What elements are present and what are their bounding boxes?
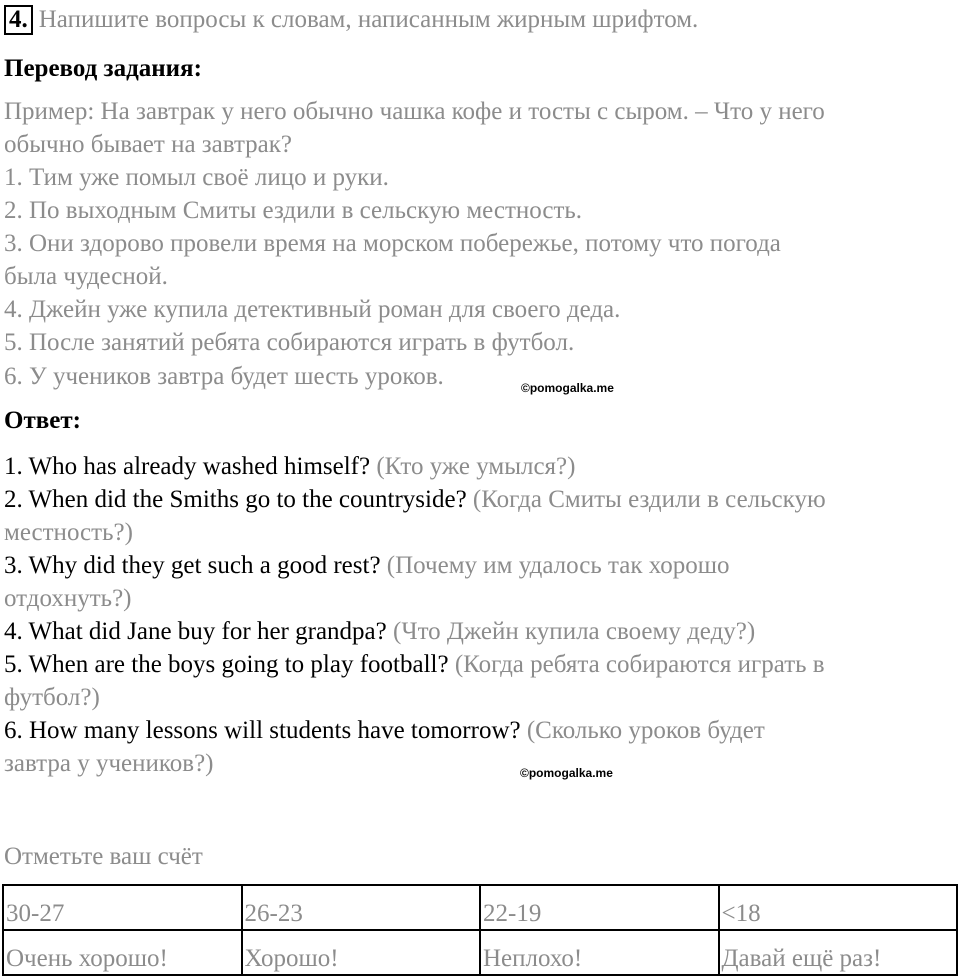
answer-item-1 — [4, 451, 575, 483]
answer-ru: (Кто уже умылся?) — [370, 453, 576, 480]
score-grades-row — [3, 930, 957, 975]
score-range-cell: 30-27 — [3, 885, 242, 930]
task-instruction: Напишите вопросы к словам, написанным жирным шрифтом. — [38, 6, 699, 33]
score-ranges-row — [3, 885, 957, 930]
answer-en: 6. How many lessons will students have tomorrow? — [4, 717, 521, 744]
translation-example-line-2: обычно бывает на завтрак? — [4, 131, 293, 158]
answer-ru: (Сколько уроков будет — [520, 717, 765, 744]
watermark-1: ©pomogalka.me — [521, 381, 614, 395]
score-grade-cell: Неплохо! — [480, 930, 719, 975]
answer-item-3-cont: отдохнуть?) — [4, 585, 132, 612]
answer-item-5 — [4, 649, 825, 681]
answer-item-3 — [4, 550, 730, 582]
answer-item-2 — [4, 484, 826, 516]
answer-ru: (Когда ребята собираются играть в — [448, 651, 825, 678]
translation-item-1: 1. Тим уже помыл своё лицо и руки. — [4, 164, 389, 191]
task-number: 4. — [4, 5, 33, 35]
answer-en: 2. When did the Smiths go to the countryside? — [4, 486, 467, 513]
answer-item-5-cont: футбол?) — [4, 684, 100, 711]
task-instruction-line — [4, 4, 698, 36]
translation-item-3-cont: была чудесной. — [4, 263, 168, 290]
watermark-2: ©pomogalka.me — [520, 766, 613, 780]
translation-item-3: 3. Они здорово провели время на морском побережье, потому что погода — [4, 230, 781, 257]
score-label: Отметьте ваш счёт — [4, 843, 203, 870]
answer-en: 4. What did Jane buy for her grandpa? — [4, 618, 387, 645]
translation-item-5: 5. После занятий ребята собираются играть в футбол. — [4, 329, 575, 356]
score-grade-cell: Хорошо! — [242, 930, 481, 975]
translation-example-line-1: Пример: На завтрак у него обычно чашка кофе и тосты с сыром. – Что у него — [4, 98, 825, 125]
answer-item-6 — [4, 715, 765, 747]
answer-item-2-cont: местность?) — [4, 519, 133, 546]
score-grade-cell: Очень хорошо! — [3, 930, 242, 975]
answer-item-4 — [4, 616, 755, 648]
score-grade-cell: Давай ещё раз! — [719, 930, 958, 975]
answer-ru: (Когда Смиты ездили в сельскую — [466, 486, 826, 513]
score-range-cell: 22-19 — [480, 885, 719, 930]
score-range-cell: 26-23 — [242, 885, 481, 930]
score-table — [2, 884, 958, 976]
score-range-cell: <18 — [719, 885, 958, 930]
answer-item-6-cont: завтра у учеников?) — [4, 750, 214, 777]
answer-en: 3. Why did they get such a good rest? — [4, 552, 381, 579]
answer-en: 1. Who has already washed himself? — [4, 453, 371, 480]
translation-heading: Перевод задания: — [4, 55, 202, 82]
answer-heading: Ответ: — [4, 407, 81, 434]
answer-ru: (Что Джейн купила своему деду?) — [386, 618, 756, 645]
translation-item-2: 2. По выходным Смиты ездили в сельскую местность. — [4, 197, 583, 224]
answer-ru: (Почему им удалось так хорошо — [380, 552, 730, 579]
translation-item-6: 6. У учеников завтра будет шесть уроков. — [4, 363, 444, 390]
translation-item-4: 4. Джейн уже купила детективный роман для своего деда. — [4, 296, 621, 323]
answer-en: 5. When are the boys going to play football? — [4, 651, 449, 678]
